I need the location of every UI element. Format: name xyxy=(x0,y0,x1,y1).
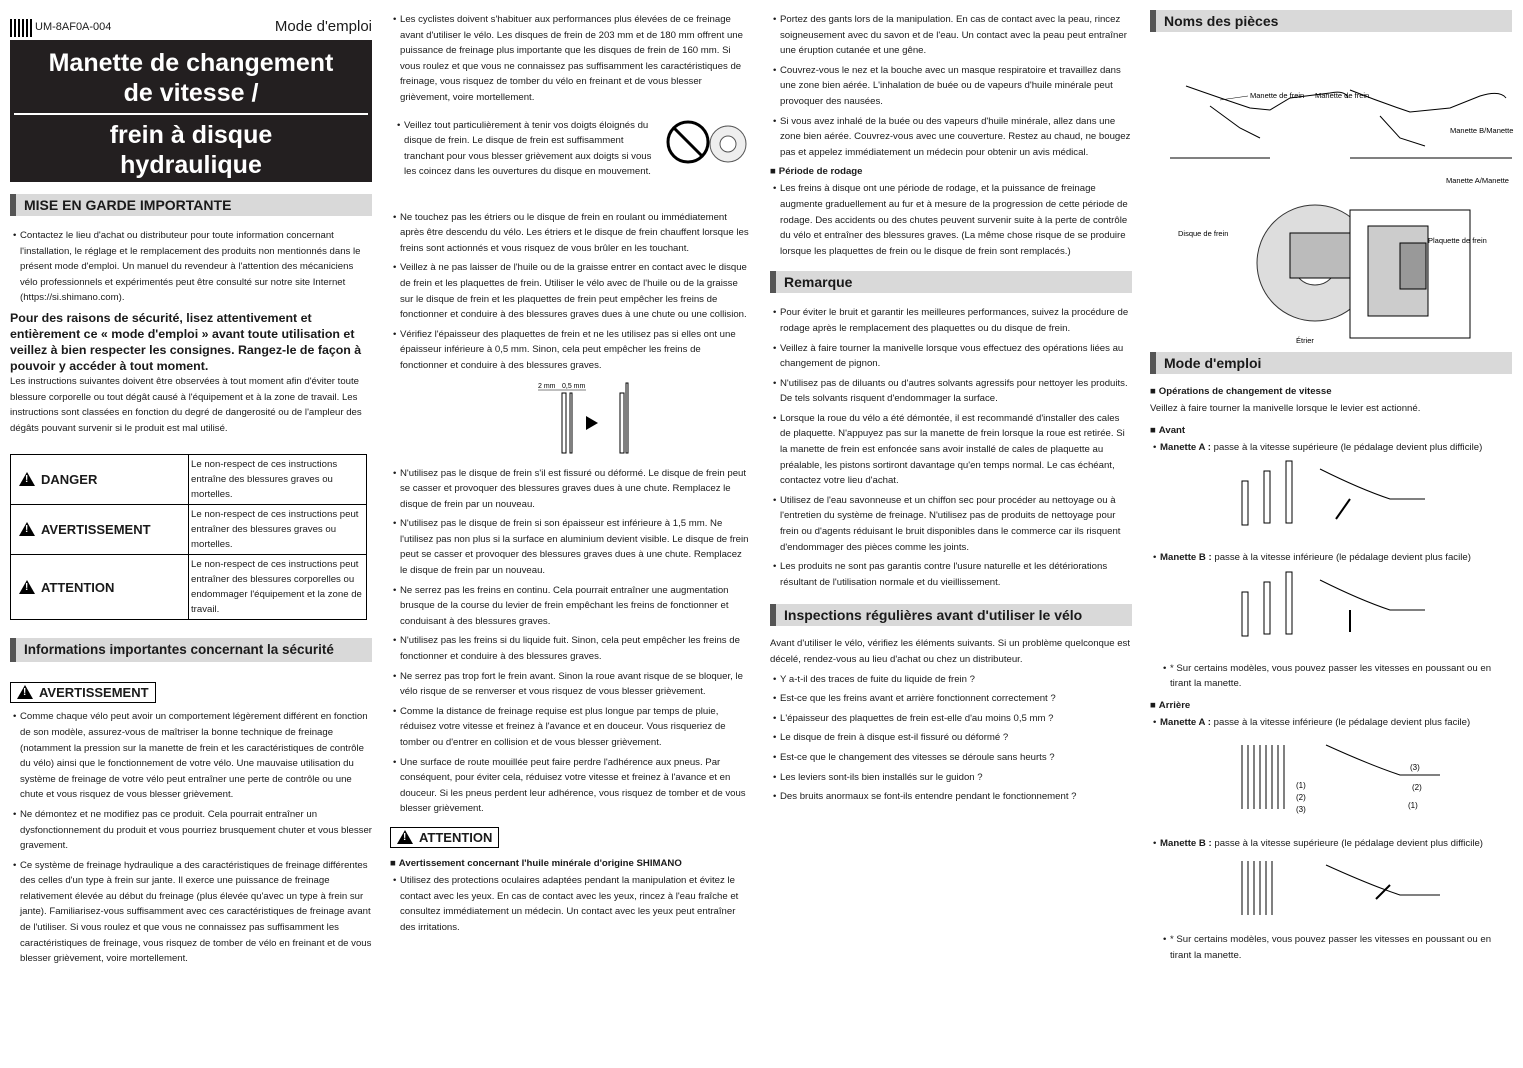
list-item: • Veillez à faire tourner la manivelle lorsque vous effectuez des opérations liées au changement de pignon. xyxy=(770,341,1132,372)
hazard-description: Le non-respect de ces instructions entraîne des blessures graves ou mortelles. xyxy=(189,455,367,505)
list-item: • Utilisez des protections oculaires adaptées pendant la manipulation et évitez le contact avec les yeux. En cas de contact avec les yeux, rincez à l'eau fraîche et consultez immédiatement un médecin. Un contact avec les yeux peut entraîner des irritations. xyxy=(390,873,750,935)
part-label: Disque de frein xyxy=(1178,229,1229,238)
section-title: Remarque xyxy=(770,271,1132,293)
list-item: • N'utilisez pas les freins si du liquide fuit. Sinon, cela peut empêcher les freins de fonctionner et conduire à des blessures graves. xyxy=(390,633,750,664)
list-item: • Comme chaque vélo peut avoir un comportement légèrement différent en fonction de son modèle, assurez-vous de maîtriser la bonne technique de freinage (notamment la pression sur la manette de frein et les caractéristiques de contrôle du vélo) ainsi que le fonctionnement de votre vélo. Une mauvaise utilisation du système de freinage de votre vélo peut entraîner une perte de contrôle ou une chute et vous risquez de vous blesser grièvement. xyxy=(10,709,372,803)
section-title: MISE EN GARDE IMPORTANTE xyxy=(10,194,372,216)
list-item: • Couvrez-vous le nez et la bouche avec un masque respiratoire et travaillez dans une zone bien aérée. L'inhalation de buée ou de vapeurs d'huile minérale peut provoquer des nausées. xyxy=(770,63,1132,110)
subheading: ■ Avant xyxy=(1150,425,1512,436)
column-3 xyxy=(770,12,1132,809)
no-fingers-disc-icon xyxy=(658,114,748,176)
step-label: (1) xyxy=(1296,780,1306,790)
list-item: • Lorsque la roue du vélo a été démontée, il est recommandé d'installer des cales de plaquette. N'appuyez pas sur la manette de frein lorsque la roue est retirée. Si la manette de frein est enfoncée sans avoir installé de cales de plaquette au préalable, les pistons sortiront davantage qu'en temps normal. Le cas échéant, contactez votre lieu d'achat. xyxy=(770,411,1132,489)
subheading: ■ Arrière xyxy=(1150,700,1512,711)
list-item: • Une surface de route mouillée peut faire perdre l'adhérence aux pneus. Par conséquent, pour éviter cela, réduisez votre vitesse et freinez à l'avance et en douceur. Si les pneus perdent leur adhérence, vous risquez de tomber et de vous blesser grièvement. xyxy=(390,755,750,817)
footnote: • * Sur certains modèles, vous pouvez passer les vitesses en poussant ou en tirant la manette. xyxy=(1150,932,1512,963)
list-item: • Manette B : passe à la vitesse supérieure (le pédalage devient plus difficile) xyxy=(1150,836,1512,852)
title-line: frein à disque xyxy=(109,121,273,149)
subheading: ■ Opérations de changement de vitesse xyxy=(1150,386,1512,397)
doc-type: Mode d'emploi xyxy=(274,18,372,35)
section-title: Mode d'emploi xyxy=(1150,352,1512,374)
dimension-label: 0,5 mm xyxy=(562,382,586,390)
list-item: • Les produits ne sont pas garantis contre l'usure naturelle et les détériorations résultant de l'utilisation normale et du vieillissement. xyxy=(770,559,1132,590)
subheading: ■ Avertissement concernant l'huile minérale d'origine SHIMANO xyxy=(390,858,750,869)
list-item: • Pour éviter le bruit et garantir les meilleures performances, suivez la procédure de rodage après le remplacement des plaquettes ou du disque de frein. xyxy=(770,305,1132,336)
part-label: Étrier xyxy=(1296,336,1314,345)
warning-triangle-icon xyxy=(397,830,413,844)
doc-header xyxy=(10,0,372,40)
list-item: • Manette B : passe à la vitesse inférieure (le pédalage devient plus facile) xyxy=(1150,550,1512,566)
step-label: (2) xyxy=(1296,792,1306,802)
title-line: Manette de changement xyxy=(48,49,334,77)
check-item: • Est-ce que les freins avant et arrière fonctionnent correctement ? xyxy=(770,691,1132,707)
list-item: • Comme la distance de freinage requise est plus longue par temps de pluie, réduisez votre vitesse et freinez à l'avance et en douceur. Vous risqueriez de tomber ou d'entrer en collision et de vous blesser grièvement. xyxy=(390,704,750,751)
bold-notice: Pour des raisons de sécurité, lisez attentivement et entièrement ce « mode d'emploi » avant toute utilisation et veillez à bien respecter les consignes. Rangez-le de façon à pouvoir y accéder à tout moment. xyxy=(10,310,362,373)
part-label: Manette de frein xyxy=(1315,91,1370,100)
dimension-label: 2 mm xyxy=(538,382,556,390)
check-item: • Les leviers sont-ils bien installés sur le guidon ? xyxy=(770,770,1132,786)
hazard-table xyxy=(10,454,367,620)
step-label: (2) xyxy=(1412,782,1422,792)
subheading: ■ Période de rodage xyxy=(770,166,1132,177)
qr-code-icon xyxy=(10,19,32,37)
list-item: • Ce système de freinage hydraulique a des caractéristiques de freinage différentes des celles d'un type à frein sur jante. Il exerce une puissance de freinage relativement élevée au début du freinage (plus élevée qu'avec un type à frein sur jante). Familiarisez-vous suffisamment avec ces caractéristiques de freinage avant de l'utiliser. Si vous roulez et que vous ne connaissez pas suffisamment les caractéristiques de freinage, vous risquez de tomber de vélo en freinant et de vous blesser grièvement, voire mortellement. xyxy=(10,858,372,967)
title-line: de vitesse / xyxy=(123,79,259,107)
list-item: • Vérifiez l'épaisseur des plaquettes de frein et ne les utilisez pas si elles ont une épaisseur inférieure à 0,5 mm. Sinon, cela peut empêcher les freins de fonctionner et conduire à des blessures graves. xyxy=(390,327,750,374)
part-label: Manette de frein xyxy=(1250,91,1305,100)
footnote: • * Sur certains modèles, vous pouvez passer les vitesses en poussant ou en tirant la manette. xyxy=(1150,661,1512,692)
step-label: (3) xyxy=(1410,762,1420,772)
list-item: • Veillez tout particulièrement à tenir vos doigts éloignés du disque de frein. Le disque de frein est suffisamment tranchant pour vous blesser grièvement aux doigts si vous les coincez dans les ouvertures du disque en mouvement. xyxy=(394,118,652,180)
caution-label: !ATTENTION xyxy=(390,827,499,848)
check-item: • Des bruits anormaux se font-ils entendre pendant le fonctionnement ? xyxy=(770,789,1132,805)
list-item: • N'utilisez pas le disque de frein si son épaisseur est inférieure à 1,5 mm. Ne l'utilisez pas non plus si la surface en aluminium devient visible. Le disque de frein peut se casser et provoquer des blessures graves dues à une chute. Remplacez le disque de frein par un nouveau. xyxy=(390,516,750,578)
step-label: (3) xyxy=(1296,804,1306,814)
front-lever-a-diagram xyxy=(1150,459,1512,545)
check-item: • Y a-t-il des traces de fuite du liquide de frein ? xyxy=(770,672,1132,688)
section-title: Inspections régulières avant d'utiliser le vélo xyxy=(770,604,1132,626)
check-item: • Est-ce que le changement des vitesses se déroule sans heurts ? xyxy=(770,750,1132,766)
part-label: Manette B/Manette xyxy=(1450,126,1514,135)
title-line: hydraulique xyxy=(120,151,262,179)
list-item: • Portez des gants lors de la manipulation. En cas de contact avec la peau, rincez soigneusement avec du savon et de l'eau. Un contact avec la peau peut entraîner une éruption cutanée et une gêne. xyxy=(770,12,1132,59)
paragraph: Les instructions suivantes doivent être observées à tout moment afin d'éviter toute blessure corporelle ou tout dégât causé à l'équipement et à la zone de travail. Les instructions sont classées en fonction du degré de dangerosité ou de l'ampleur des dégâts pouvant survenir si le produit est mal utilisé. xyxy=(10,375,362,434)
list-item: • Veillez à ne pas laisser de l'huile ou de la graisse entrer en contact avec le disque de frein et les plaquettes de frein. Utiliser le vélo avec de l'huile ou de la graisse sur le disque de frein et les plaquettes de frein peut empêcher les freins de fonctionner et conduire à des blessures graves dues à une chute ou une collision. xyxy=(390,260,750,322)
column-1 xyxy=(10,0,372,971)
list-item: • Ne serrez pas trop fort le frein avant. Sinon la roue avant risque de se bloquer, le vélo risque de se renverser et vous risquez de vous blesser grièvement. xyxy=(390,669,750,700)
list-item: • Ne touchez pas les étriers ou le disque de frein en roulant ou immédiatement après être descendu du vélo. Les étriers et le disque de frein chauffent lorsque les freins sont actionnés et vous risquez de vous brûler en les touchant. xyxy=(390,210,750,257)
list-item: • Utilisez de l'eau savonneuse et un chiffon sec pour procéder au nettoyage ou à l'entretien du système de freinage. N'utilisez pas de produits de nettoyage pour frein ou d'agents réduisant le bruit disponibles dans le commerce car ils risquent d'endommager des pièces comme les joints. xyxy=(770,493,1132,555)
title-block xyxy=(10,40,372,182)
hazard-level: !AVERTISSEMENT xyxy=(11,505,189,555)
check-item: • Le disque de frein à disque est-il fissuré ou déformé ? xyxy=(770,730,1132,746)
paragraph: Avant d'utiliser le vélo, vérifiez les éléments suivants. Si un problème quelconque est décelé, rendez-vous au lieu d'achat ou chez un distributeur. xyxy=(770,638,1131,665)
list-item: • Ne serrez pas les freins en continu. Cela pourrait entraîner une augmentation brusque de la course du levier de frein empêchant les freins de fonctionner et conduisant à des blessures graves. xyxy=(390,583,750,630)
part-label: Plaquette de frein xyxy=(1428,236,1487,245)
list-item: • Manette A : passe à la vitesse supérieure (le pédalage devient plus difficile) xyxy=(1150,440,1512,456)
hazard-description: Le non-respect de ces instructions peut entraîner des blessures corporelles ou endommager l'équipement et la zone de travail. xyxy=(189,555,367,620)
list-item: • N'utilisez pas le disque de frein s'il est fissuré ou déformé. Le disque de frein peut se casser et provoquer des blessures graves dues à une chute. Remplacez le disque de frein par un nouveau. xyxy=(390,466,750,513)
list-item: • Manette A : passe à la vitesse inférieure (le pédalage devient plus facile) xyxy=(1150,715,1512,731)
section-title: Informations importantes concernant la sécurité xyxy=(10,638,372,662)
warning-triangle-icon xyxy=(17,685,33,699)
hazard-description: Le non-respect de ces instructions peut entraîner des blessures graves ou mortelles. xyxy=(189,505,367,555)
pad-thickness-diagram xyxy=(390,378,750,462)
list-item: • Si vous avez inhalé de la buée ou des vapeurs d'huile minérale, allez dans une zone bien aérée. Couvrez-vous avec une couverture. Restez au chaud, ne bougez pas et appelez immédiatement un médecin pour obtenir un avis médical. xyxy=(770,114,1132,161)
warning-triangle-icon xyxy=(19,580,35,594)
front-lever-b-diagram xyxy=(1150,570,1512,656)
list-item: • N'utilisez pas de diluants ou d'autres solvants agressifs pour nettoyer les produits. De tels solvants risquent d'endommager la surface. xyxy=(770,376,1132,407)
column-2 xyxy=(390,12,750,939)
warning-triangle-icon xyxy=(19,522,35,536)
hazard-level: !DANGER xyxy=(11,455,189,505)
doc-code: UM-8AF0A-004 xyxy=(35,21,112,33)
parts-diagram xyxy=(1150,38,1514,345)
step-label: (1) xyxy=(1408,800,1418,810)
paragraph: • Contactez le lieu d'achat ou distributeur pour toute information concernant l'installation, le réglage et le remplacement des produits non mentionnés dans le présent mode d'emploi. Un manuel du revendeur à l'attention des mécaniciens vélo professionnels et expérimentés peut être consulté sur notre site Internet (https://si.shimano.com). xyxy=(10,228,372,306)
list-item: • Ne démontez et ne modifiez pas ce produit. Cela pourrait entraîner un dysfonctionnement du produit et vous pourriez brusquement chuter et vous blesser gravement. xyxy=(10,807,372,854)
rear-lever-b-diagram xyxy=(1150,855,1512,927)
paragraph: Veillez à faire tourner la manivelle lorsque le levier est actionné. xyxy=(1150,403,1421,414)
column-4 xyxy=(1150,10,1512,967)
part-label: Manette A/Manette xyxy=(1446,176,1509,185)
warning-label: !AVERTISSEMENT xyxy=(10,682,156,703)
warning-triangle-icon xyxy=(19,472,35,486)
rear-lever-a-diagram xyxy=(1150,735,1512,831)
list-item: • Les cyclistes doivent s'habituer aux performances plus élevées de ce freinage avant d'utiliser le vélo. Les disques de frein de 203 mm et de 180 mm offrent une puissance de freinage plus importante que les disques de frein de 160 mm. Si vous roulez et que vous ne connaissez pas suffisamment les caractéristiques de freinage, vous risquez de tomber du vélo en freinant et de vous blesser grièvement, voire mortellement. xyxy=(390,12,750,106)
list-item: • Les freins à disque ont une période de rodage, et la puissance de freinage augmente graduellement au fur et à mesure de la progression de cette période de rodage. Des accidents ou des chutes peuvent survenir suite à la perte de contrôle du vélo et entraîner des blessures graves. (La même chose risque de se produire lorsque les plaquettes de frein ou le disque de frein sont remplacés.) xyxy=(770,181,1132,259)
check-item: • L'épaisseur des plaquettes de frein est-elle d'au moins 0,5 mm ? xyxy=(770,711,1132,727)
hazard-level: !ATTENTION xyxy=(11,555,189,620)
section-title: Noms des pièces xyxy=(1150,10,1512,32)
